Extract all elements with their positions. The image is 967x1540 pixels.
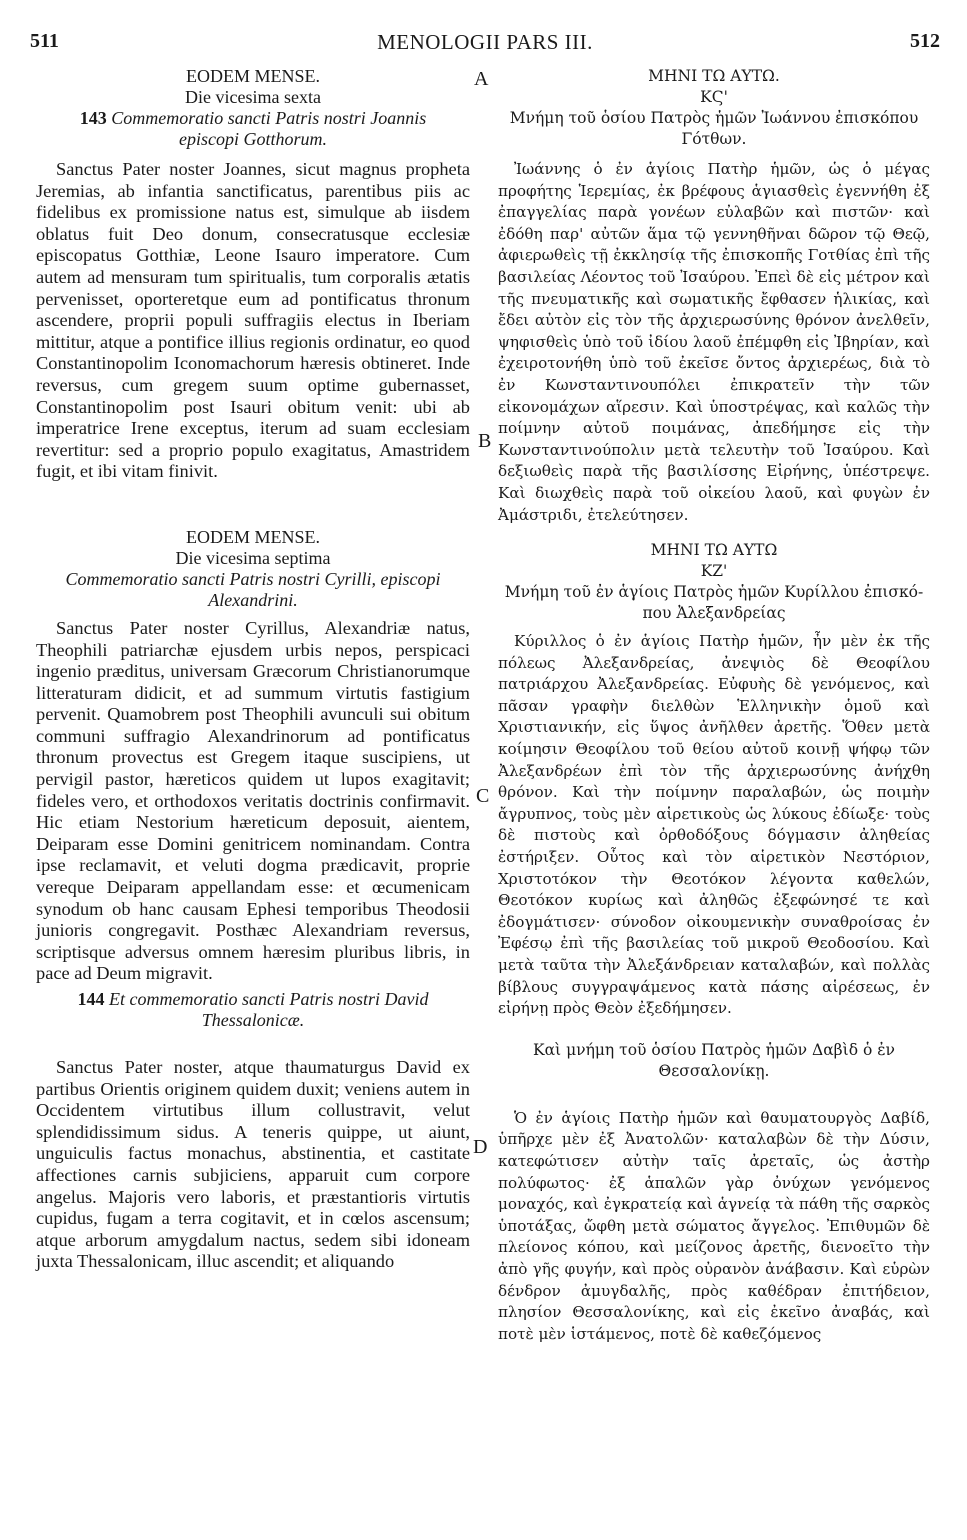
entry-number: 144 — [77, 989, 105, 1009]
paragraph: Ἰωάννης ὁ ἐν ἁγίοις Πατὴρ ἡμῶν, ὡς ὁ μέγας προφήτης Ἱερεμίας, ἐκ βρέφους ἁγιασθεὶς ἐγεννήθη ἐξ ἐπαγγελίας παρὰ γονέων εὐλαβῶν καὶ πιστῶν· καὶ ἐδόθη παρ' αὐτῶν ἅμα τῷ γεννηθῆναι δῶρον τῷ Θεῷ, ἀφιερωθεὶς τῇ ἐκκλησίᾳ τῆς ἐπισκοπῆς Γοτθίας ἐπὶ τῆς βασιλείας Λέοντος τοῦ Ἰσαύρου. Ἐπεὶ δὲ εἰς μέτρον καὶ τῆς πνευματικῆς καὶ σωματικῆς ἔφθασεν ἡλικίας, καὶ ἔδει αὐτὸν εἰς τὸν τῆς ἀρχιερωσύνης θρόνον ἀνελθεῖν, ψηφισθεὶς ὑπὸ τοῦ ἰδίου λαοῦ ἐπέμφθη εἰς Ἰβηρίαν, καὶ ἐχειροτονήθη ὑπὸ τοῦ ἐκεῖσε ὄντος ἀρχιερέως, διὰ τὸ ἐν Κωνσταντινουπόλει ἐπικρατεῖν τὴν τῶν εἰκονομάχων αἵρεσιν. Καὶ ὑποστρέψας, καὶ καλῶς τὴν ποίμνην αὐτοῦ ποιμάνας, ἀπεδήμησε εἰς τὴν Κωνσταντινούπολιν μετὰ τελευτὴν τοῦ Ἰσαύρου. Καὶ δεξιωθεὶς παρὰ τῆς βασιλίσσης Εἰρήνης, ὑπέστρεψε. Καὶ διωχθεὶς παρὰ τοῦ οἰκείου λαοῦ, καὶ φυγὼν ἐν Ἀμάστριδι, ἐτελεύτησεν. — [498, 160, 930, 524]
day-heading: ΚϚ' — [700, 88, 728, 106]
section-heading: EODEM MENSE. — [186, 66, 320, 86]
section-heading: ΜΗΝΙ ΤΩ ΑΥΤΩ — [650, 541, 778, 560]
greek-section-1 — [498, 66, 930, 526]
title-line: Θεσσαλονίκῃ. — [658, 1061, 770, 1080]
greek-section-2 — [498, 540, 930, 1020]
running-title: MENOLOGII PARS III. — [377, 30, 593, 54]
day-heading: Die vicesima sexta — [185, 87, 321, 107]
greek-column — [498, 66, 930, 1345]
title-line: Commemoratio sancti Patris nostri Joannis — [111, 108, 427, 128]
commemoration-title: Μνήμη τοῦ ὁσίου Πατρὸς ἡμῶν Ἰωάννου ἐπισκόπου — [509, 109, 919, 127]
latin-section-3 — [36, 989, 470, 1273]
paragraph: Κύριλλος ὁ ἐν ἁγίοις Πατὴρ ἡμῶν, ἦν μὲν ἐκ τῆς πόλεως Ἀλεξανδρείας, ἀνεψιὸς δὲ Θεοφίλου πατριάρχου Ἀλεξανδρείας. Εὐφυὴς δὲ γενόμενος, καὶ πᾶσαν γραφὴν διελθὼν Ἑλληνικὴν ὁμοῦ καὶ Χριστιανικήν, εἰς ὕψος ἀνῆλθεν ἀρετῆς. Ὅθεν μετὰ κοίμησιν Θεοφίλου τοῦ θείου αὐτοῦ κοινῇ ψήφῳ τῶν Ἀλεξανδρέων ἐπὶ τὸν τῆς ἀρχιερωσύνης ἀνήχθη θρόνον. Καὶ τὴν ποίμνην παραλαβών, ὡς ποιμὴν ἄγρυπνος, τοὺς μὲν αἱρετικοὺς ὡς λύκους ἐδίωξε· τοὺς δὲ πιστοὺς καὶ ὀρθοδόξους δόγμασιν ἀληθείας ἐστήριξεν. Οὗτος καὶ τὸν αἱρετικὸν Νεστόριον, Χριστοτόκον τὴν Θεοτόκον λέγοντα καθελών, Θεοτόκον κυρίως καὶ ἀληθῶς ἐξεφώνησέ τε καὶ ἐδογμάτισεν· σύνοδον οἰκουμενικὴν συναθροίσας ἐν Ἐφέσῳ ἐπὶ τῆς βασιλείας τοῦ μικροῦ Θεοδοσίου. Καὶ μετὰ ταῦτα τὴν Ἀλεξάνδρειαν καταλαβών, καὶ πολλὰς βίβλους συγγραψάμενος κατὰ πάσης αἱρέσεως, ἐν εἰρήνῃ πρὸς Θεὸν ἐξεδήμησεν. — [498, 632, 930, 1018]
latin-section-2 — [36, 527, 470, 985]
latin-column — [36, 66, 470, 1273]
title-line: Thessalonicæ. — [201, 1010, 305, 1030]
commemoration-title — [36, 108, 470, 129]
title-line: Alexandrini. — [208, 589, 298, 610]
commemoration-title: Commemoratio sancti Patris nostri Cyrilli, episcopi — [65, 568, 441, 589]
title-line: που Ἀλεξανδρείας — [642, 604, 786, 623]
page-number-left: 511 — [30, 30, 59, 52]
paragraph: Sanctus Pater noster Joannes, sicut magnus propheta Jeremias, ab infantia sanctificatus, parentibus piis ac fidelibus ex promissione natus est, simulque ab iisdem oblatus fuit Deo donum, consecratusque ecclesiæ episcopatus Gotthiæ, Leone Isauro imperatore. Cum autem ad mensuram tum spiritualis, tum corporalis ætatis pervenisset, oporteretque eum ad pontificatus thronum ascendere, proprii populi suffragiis electus in Iberiam mittitur, atque a pontifice illius regionis ordinatur, eo quod Constantinopolim Iconomachorum hæresis obtineret. Inde reversus, cum gregem suum optime gubernasset, Constantinopolim post Isauri obitum venit: ubi ab imperatrice Irene exceptus, iterum ad suam ecclesiam revertitur: sed a proprio populo exagitatus, Amastridem fugit, et ibi vitam finivit. — [36, 159, 470, 482]
section-heading: EODEM MENSE. — [186, 526, 320, 547]
commemoration-title — [36, 989, 470, 1010]
margin-marker-d: D — [473, 1136, 488, 1158]
margin-marker-b: B — [478, 430, 492, 452]
running-header — [30, 30, 940, 58]
commemoration-title: Καὶ μνήμη τοῦ ὁσίου Πατρὸς ἡμῶν Δαβὶδ ὁ ἐν — [533, 1040, 895, 1059]
title-line: episcopi Gotthorum. — [179, 129, 327, 149]
greek-section-3 — [498, 1040, 930, 1346]
title-line: Γότθων. — [681, 130, 747, 148]
margin-marker-a: A — [474, 68, 489, 90]
paragraph: Ὁ ἐν ἁγίοις Πατὴρ ἡμῶν καὶ θαυματουργὸς Δαβίδ, ὑπῆρχε μὲν ἐξ Ἀνατολῶν· καταλαβὼν δὲ τὴν Δύσιν, κατεφώτισεν αὐτὴν ταῖς ἀρεταῖς, ὡς ἀστὴρ πολύφωτος· ἐξ ἁπαλῶν γὰρ ὀνύχων γενόμενος μοναχός, καὶ ἐγκρατείᾳ καὶ ἁγνείᾳ τὰ πάθη τῆς σαρκὸς ὑποτάξας, ὤφθη μετὰ σώματος ἄγγελος. Ἐπιθυμῶν δὲ πλείονος κόπου, καὶ μείζονος ἀρετῆς, διενοεῖτο τὴν ἀπὸ γῆς φυγήν, καὶ πρὸς οὐρανὸν ἀνάβασιν. Καὶ εὑρὼν δένδρον ἀμυγδαλῆς, πρὸς καθέδραν ἐπιτήδειον, πλησίον Θεσσαλονίκης, καὶ εἰς ἐκεῖνο ἀναβάς, καὶ ποτὲ μὲν ἱστάμενος, ποτὲ δὲ καθεζόμενος — [498, 1108, 930, 1343]
commemoration-title: Μνήμη τοῦ ἐν ἁγίοις Πατρὸς ἡμῶν Κυρίλλου ἐπισκό- — [504, 583, 924, 602]
day-heading: Die vicesima septima — [175, 547, 331, 568]
paragraph: Sanctus Pater noster, atque thaumaturgus David ex partibus Orientis originem quidem duxit; veniens autem in Occidentem virtutibus illum collustravit, velut splendidissimum sidus. A teneris quippe, ut aiunt, unguiculis factus monachus, abstinentia, et castitate affectiones carnis subjiciens, apparuit cum corpore angelus. Majoris vero laboris, et præstantioris virtutis cupidus, fugam a terra cogitavit, et in cœlos ascensum; atque arborum amygdalum nactus, sedem sibi idoneam juxta Thessalonicam, illuc ascendit; et aliquando — [36, 1057, 470, 1272]
paragraph: Sanctus Pater noster Cyrillus, Alexandriæ natus, Theophili patriarchæ ejusdem urbis nepos, perspicaci ingenio præditus, universam Græcorum Christianorumque litteraturam didicit, et ad summum virtutis fastigium pervenit. Quamobrem post Theophili avunculi sui obitum communi suffragio Alexandrinorum ad pontificatus thronum provectus est Gregem itaque suscipiens, ut pervigil pastor, hæreticos quidem ut lupos exagitavit; fideles vero, et orthodoxos veritatis doctrinis confirmavit. Hic etiam Nestorium hæreticum deposuit, aientem, Deiparam esse Domini genitricem nominandam. Contra ipse reclamavit, et veluti dogma prædicavit, proprie vereque Deiparam appellandam esse: et œcumenicam synodum ob hanc causam Ephesi temporibus Theodosii junioris congregavit. Posthæc Alexandriam reversus, scriptisque adversus omnem hæresim pluribus libris, in pace ad Deum migravit. — [36, 617, 470, 984]
page-number-right: 512 — [910, 30, 940, 52]
entry-number: 143 — [79, 108, 107, 128]
day-heading: ΚΖ' — [700, 562, 728, 581]
latin-section-1 — [36, 66, 470, 483]
section-heading: ΜΗΝΙ ΤΩ ΑΥΤΩ. — [648, 67, 780, 85]
margin-marker-c: C — [476, 785, 490, 807]
title-line: Et commemoratio sancti Patris nostri David — [109, 989, 429, 1009]
